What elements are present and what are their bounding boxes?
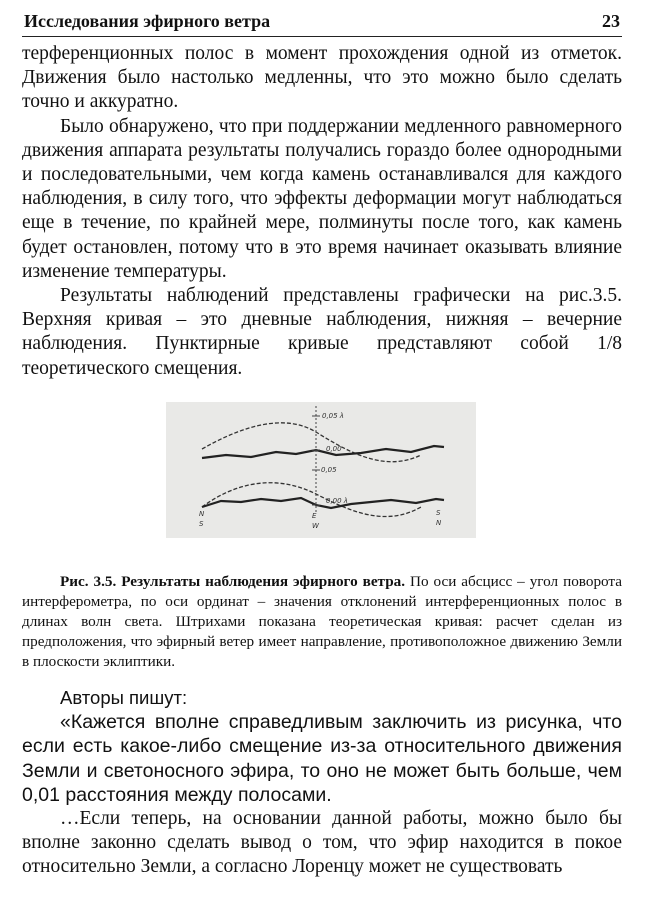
running-header [22,10,622,37]
label-bottom-zero: 0,00 λ [326,497,348,505]
quote-paragraph-continued: …Если теперь, на основании данной работы, можно было бы вполне законно сделать вывод о том, что эфир находится в покое относительно Земли, а согласно Лоренцу может не существовать [22,808,622,878]
ether-wind-graph [166,402,476,538]
main-text-bottom [22,686,622,880]
figure-3-5 [166,402,476,538]
label-mid-w: W [312,522,319,530]
label-right-s: S [436,509,441,517]
caption-title: Рис. 3.5. Результаты наблюдения эфирного ветра. [60,573,406,590]
paragraph-continuation: терференционных полос в момент прохождения одной из отметок. Движения было настолько медленны, что это можно было сделать точно и аккуратно. [22,43,622,113]
paragraph: Результаты наблюдений представлены графически на рис.3.5. Верхняя кривая – это дневные наблюдения, нижняя – вечерние наблюдения. Пунктирные кривые представляют собой 1/8 теоретического смещения. [22,285,622,379]
bottom-observed-curve [202,498,444,508]
caption-text: По оси абсцисс – угол поворота интерферометра, по оси ординат – значения отклонений интерференционных полос в длинах волн света. Штрихами показана теоретическая кривая: расчет сделан из предположения, что эфирный ветер имеет направление, противоположное движению Земли в плоскости эклиптики. [22,573,622,670]
page-number: 23 [602,11,620,31]
running-title: Исследования эфирного ветра [24,11,271,31]
label-top-scale: 0,05 λ [322,412,344,420]
label-mid-e: E [312,512,317,520]
label-left-s: S [199,520,204,528]
paragraph-lead: Авторы пишут: [60,687,188,708]
quote-paragraph: «Кажется вполне справедливым заключить из рисунка, что если есть какое-либо смещение из-за относительного движения Земли и светоносного эфира, то оно не может быть больше, чем 0,01 расстояния между полосами. [22,711,622,806]
paragraph: Было обнаружено, что при поддержании медленного равномерного движения аппарата результаты получались гораздо более однородными и последовательными, чем когда камень останавливался для каждого наблюдения, в силу того, что эффекты деформации могут наблюдаться еще в течение, по крайней мере, полминуты после того, как камень будет остановлен, потому что в это время начинает оказывать влияние изменение температуры. [22,115,622,282]
label-left-n: N [199,510,205,518]
top-observed-curve [202,446,444,458]
label-mid-scale: 0,05 [321,466,337,474]
figure-caption [22,572,622,672]
label-top-zero: 0,00 [326,445,342,453]
label-right-n: N [436,519,442,527]
main-text-top [22,42,622,381]
